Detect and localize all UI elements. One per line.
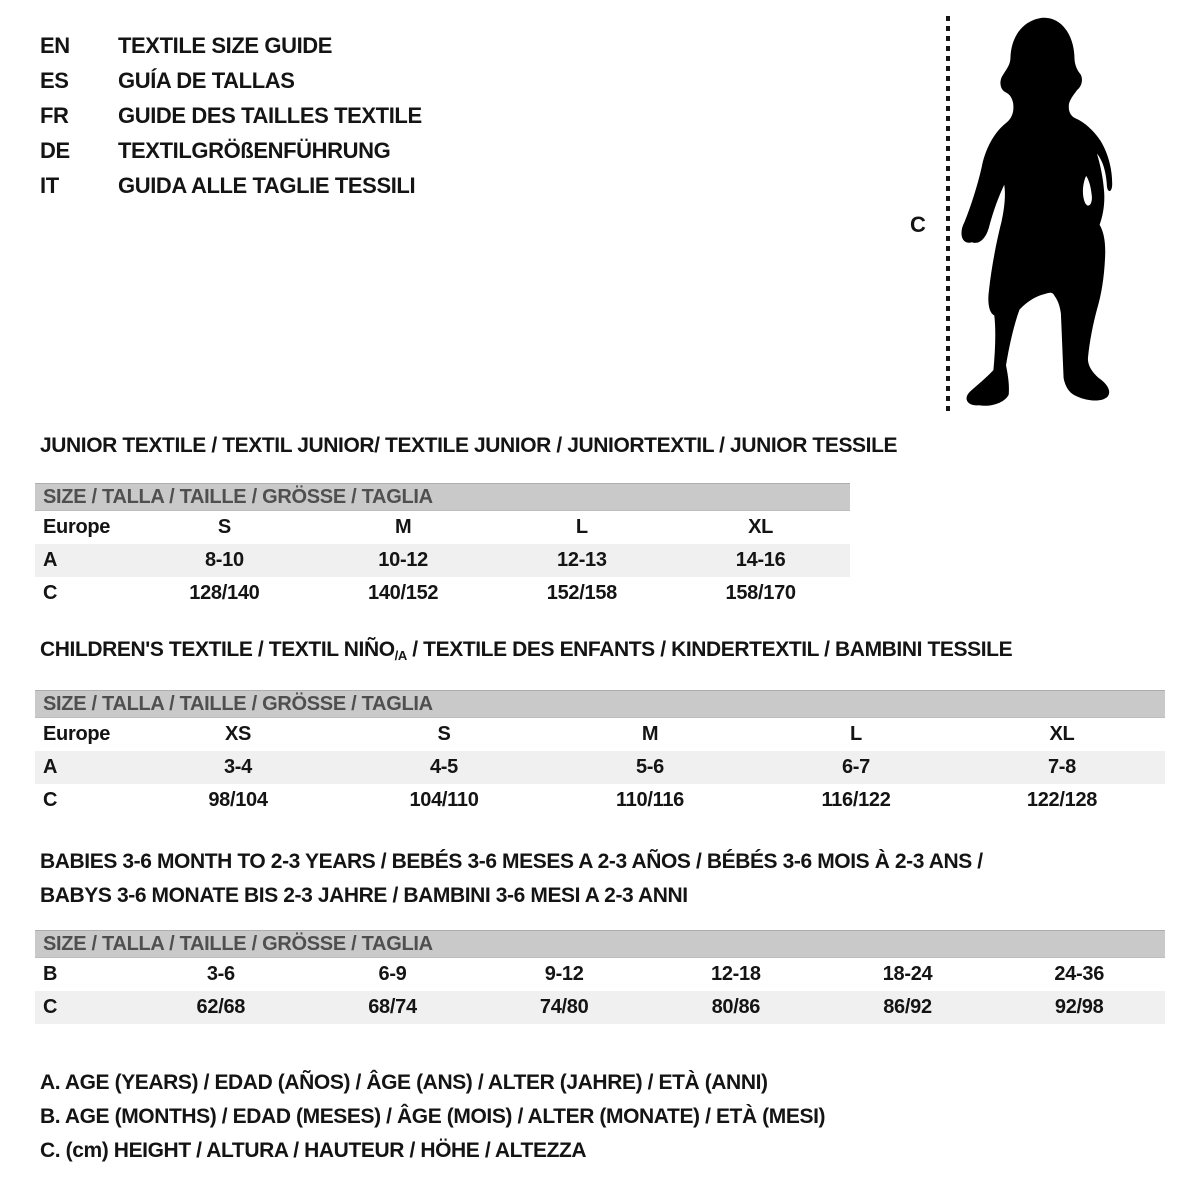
- table-cell: 122/128: [1026, 789, 1098, 811]
- table-cell: 98/104: [208, 789, 268, 811]
- table-cell: 116/122: [821, 789, 891, 811]
- size-table-header: SIZE / TALLA / TAILLE / GRÖSSE / TAGLIA: [35, 930, 1165, 958]
- language-row: [40, 168, 422, 203]
- table-cell: M: [641, 723, 659, 745]
- children-heading-prefix: CHILDREN'S TEXTILE / TEXTIL NIÑO: [40, 638, 395, 661]
- table-row: [35, 958, 1165, 991]
- babies-section-heading-line2: BABYS 3-6 MONATE BIS 2-3 JAHRE / BAMBINI 3-6 MESI A 2-3 ANNI: [40, 884, 688, 907]
- footnote-a: A. AGE (YEARS) / EDAD (AÑOS) / ÂGE (ANS) / ALTER (JAHRE) / ETÀ (ANNI): [40, 1071, 768, 1094]
- table-cell: XL: [748, 516, 774, 538]
- table-row: [35, 718, 1165, 751]
- table-cell: 6-9: [378, 963, 407, 985]
- language-row: [40, 98, 422, 133]
- table-cell: 3-4: [223, 756, 252, 778]
- language-list: [40, 28, 422, 203]
- language-row: [40, 63, 422, 98]
- table-cell: XL: [1049, 723, 1075, 745]
- table-cell: 6-7: [841, 756, 870, 778]
- table-cell: 68/74: [368, 996, 417, 1018]
- language-row: [40, 133, 422, 168]
- language-code: DE: [40, 137, 70, 163]
- table-cell: 158/170: [725, 582, 796, 604]
- table-cell: 86/92: [883, 996, 932, 1018]
- table-row: [35, 784, 1165, 817]
- table-row: [35, 751, 1165, 784]
- language-title: GUIDA ALLE TAGLIE TESSILI: [118, 172, 416, 198]
- height-measure-dashed-line: [946, 16, 950, 416]
- junior-size-table: [35, 483, 850, 610]
- row-label: C: [43, 789, 58, 811]
- table-cell: 12-18: [711, 963, 761, 985]
- table-cell: 10-12: [378, 549, 428, 571]
- language-code: IT: [40, 172, 59, 198]
- table-cell: 110/116: [616, 789, 684, 811]
- table-row: [35, 544, 850, 577]
- table-row: [35, 511, 850, 544]
- table-cell: 14-16: [735, 549, 786, 571]
- table-cell: 9-12: [544, 963, 584, 985]
- table-cell: 3-6: [206, 963, 235, 985]
- table-cell: 104/110: [409, 789, 479, 811]
- table-cell: L: [850, 723, 862, 745]
- babies-size-table: [35, 930, 1165, 1024]
- table-cell: 74/80: [539, 996, 589, 1018]
- junior-section-heading: JUNIOR TEXTILE / TEXTIL JUNIOR/ TEXTILE JUNIOR / JUNIORTEXTIL / JUNIOR TESSILE: [40, 434, 898, 457]
- children-section-heading: [40, 638, 1012, 663]
- footnote-c: C. (cm) HEIGHT / ALTURA / HAUTEUR / HÖHE / ALTEZZA: [40, 1139, 587, 1162]
- row-label: C: [43, 582, 58, 604]
- language-title: TEXTILE SIZE GUIDE: [118, 32, 333, 58]
- row-label: B: [43, 963, 58, 985]
- footnote-b: B. AGE (MONTHS) / EDAD (MESES) / ÂGE (MOIS) / ALTER (MONATE) / ETÀ (MESI): [40, 1105, 826, 1128]
- children-heading-suffix: / TEXTILE DES ENFANTS / KINDERTEXTIL / BAMBINI TESSILE: [406, 638, 1013, 661]
- size-table-header: SIZE / TALLA / TAILLE / GRÖSSE / TAGLIA: [35, 690, 1165, 718]
- table-cell: 128/140: [189, 582, 260, 604]
- table-cell: 152/158: [546, 582, 617, 604]
- table-cell: 24-36: [1054, 963, 1105, 985]
- table-cell: XS: [224, 723, 252, 745]
- table-cell: 62/68: [196, 996, 246, 1018]
- footnotes: [40, 1066, 825, 1168]
- table-cell: L: [575, 516, 588, 538]
- table-cell: S: [437, 723, 451, 745]
- toddler-silhouette-icon: [952, 8, 1150, 418]
- children-size-table: [35, 690, 1165, 817]
- table-cell: 8-10: [204, 549, 244, 571]
- language-title: TEXTILGRÖßENFÜHRUNG: [118, 137, 391, 163]
- babies-section-heading-line1: BABIES 3-6 MONTH TO 2-3 YEARS / BEBÉS 3-6 MESES A 2-3 AÑOS / BÉBÉS 3-6 MOIS À 2-3 ANS /: [40, 850, 983, 873]
- row-label: C: [43, 996, 58, 1018]
- table-cell: 80/86: [711, 996, 761, 1018]
- table-cell: 92/98: [1054, 996, 1104, 1018]
- row-label: A: [43, 549, 58, 571]
- row-label: Europe: [43, 516, 111, 538]
- table-cell: M: [394, 516, 412, 538]
- size-table-header: SIZE / TALLA / TAILLE / GRÖSSE / TAGLIA: [35, 483, 850, 511]
- table-cell: 140/152: [368, 582, 439, 604]
- table-cell: S: [217, 516, 231, 538]
- table-row: [35, 577, 850, 610]
- row-label: Europe: [43, 723, 111, 745]
- language-title: GUÍA DE TALLAS: [118, 67, 295, 93]
- language-code: FR: [40, 102, 69, 128]
- table-cell: 12-13: [557, 549, 607, 571]
- language-code: EN: [40, 32, 70, 58]
- language-title: GUIDE DES TAILLES TEXTILE: [118, 102, 422, 128]
- table-row: [35, 991, 1165, 1024]
- table-cell: 5-6: [635, 756, 664, 778]
- language-code: ES: [40, 67, 69, 93]
- table-cell: 4-5: [429, 756, 458, 778]
- language-row: [40, 28, 422, 63]
- children-heading-subscript: /A: [394, 648, 407, 663]
- table-cell: 7-8: [1047, 756, 1076, 778]
- table-cell: 18-24: [882, 963, 933, 985]
- height-measure-label: C: [910, 212, 926, 237]
- row-label: A: [43, 756, 58, 778]
